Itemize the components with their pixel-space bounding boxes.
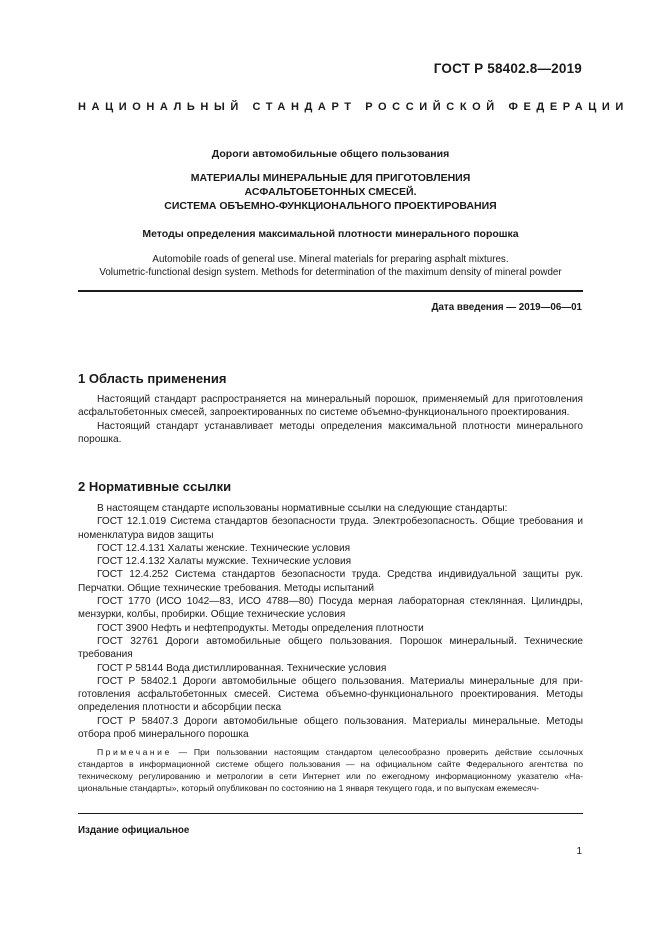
title-line: СИСТЕМА ОБЪЕМНО-ФУНКЦИОНАЛЬНОГО ПРОЕКТИРОВАНИЯ bbox=[164, 200, 497, 212]
reference-item: ГОСТ Р 58407.3 Дороги автомобильные общего пользования. Материалы минеральные. Методы отбора проб минерального порошка bbox=[78, 715, 583, 741]
reference-item: ГОСТ 32761 Дороги автомобильные общего пользования. Порошок минеральный. Технические требования bbox=[78, 635, 583, 661]
document-subtitle: Дороги автомобильные общего пользования bbox=[211, 148, 450, 160]
methods-title: Методы определения максимальной плотности минерального порошка bbox=[142, 228, 519, 240]
reference-item: ГОСТ Р 58402.1 Дороги автомобильные общего пользования. Материалы минеральные для приготовления асфальтобетонных смесей. Система объемно-функционального проектирования. Методы определения плотности и абсорбции песка bbox=[78, 675, 583, 714]
section-2-heading: 2 Нормативные ссылки bbox=[78, 479, 232, 494]
title-line: АСФАЛЬТОБЕТОННЫХ СМЕСЕЙ. bbox=[244, 186, 417, 198]
note-label: Примечание bbox=[97, 747, 172, 757]
note bbox=[78, 746, 583, 794]
paragraph: Настоящий стандарт распространяется на минеральный порошок, применяемый для приготовления асфальтобетонных смесей, запроектированных по системе объемно-функционального проектирования. bbox=[78, 394, 583, 419]
reference-item: ГОСТ Р 58144 Вода дистиллированная. Технические условия bbox=[97, 662, 387, 674]
reference-item: ГОСТ 12.4.132 Халаты мужские. Технические условия bbox=[97, 556, 352, 568]
note-text: — При пользовании настоящим стандартом целесообразно проверить действие ссылочных стандартов в информационной системе общего пользования — на официальном сайте Федерального агентства по техническому регулированию и метрологии в сети Интернет или по ежегодному информационному указателю «Национальные стандарты», который опубликован по состоянию на 1 января текущего года, и по выпускам ежемесяч- bbox=[78, 747, 583, 793]
reference-item: ГОСТ 12.1.019 Система стандартов безопасности труда. Электробезопасность. Общие требования и номенклатура видов защиты bbox=[78, 516, 583, 541]
reference-item: ГОСТ 12.4.252 Система стандартов безопасности труда. Средства индивидуальной защиты рук. Перчатки. Общие технические требования. Методы испытаний bbox=[78, 569, 583, 594]
reference-item: ГОСТ 12.4.131 Халаты женские. Технические условия bbox=[97, 542, 351, 554]
reference-item: ГОСТ 1770 (ИСО 1042—83, ИСО 4788—80) Посуда мерная лабораторная стеклянная. Цилиндры, мензурки, колбы, пробирки. Общие технические условия bbox=[78, 596, 583, 621]
title-line: МАТЕРИАЛЫ МИНЕРАЛЬНЫЕ ДЛЯ ПРИГОТОВЛЕНИЯ bbox=[190, 172, 471, 184]
official-edition-label: Издание официальное bbox=[78, 825, 190, 836]
national-standard-banner: НАЦИОНАЛЬНЫЙ СТАНДАРТ РОССИЙСКОЙ ФЕДЕРАЦИИ bbox=[78, 101, 629, 113]
english-title-line: Automobile roads of general use. Mineral materials for preparing asphalt mixtures. bbox=[152, 254, 509, 265]
english-title bbox=[78, 253, 583, 279]
page-number: 1 bbox=[576, 846, 582, 857]
paragraph: Настоящий стандарт устанавливает методы определения максимальной плотности минерального порошка. bbox=[78, 420, 583, 445]
section-1-body bbox=[78, 393, 583, 446]
introduction-date: Дата введения — 2019—06—01 bbox=[431, 302, 582, 313]
footer-divider bbox=[78, 813, 583, 814]
document-title bbox=[78, 171, 583, 213]
title-divider bbox=[78, 290, 583, 292]
reference-item: ГОСТ 3900 Нефть и нефтепродукты. Методы определения плотности bbox=[97, 622, 424, 634]
paragraph: В настоящем стандарте использованы нормативные ссылки на следующие стандарты: bbox=[97, 503, 508, 514]
standard-number: ГОСТ Р 58402.8—2019 bbox=[433, 61, 582, 76]
section-2-body bbox=[78, 502, 583, 741]
section-1-heading: 1 Область применения bbox=[78, 371, 227, 386]
english-title-line: Volumetric-functional design system. Methods for determination of the maximum density of mineral powder bbox=[99, 267, 562, 278]
